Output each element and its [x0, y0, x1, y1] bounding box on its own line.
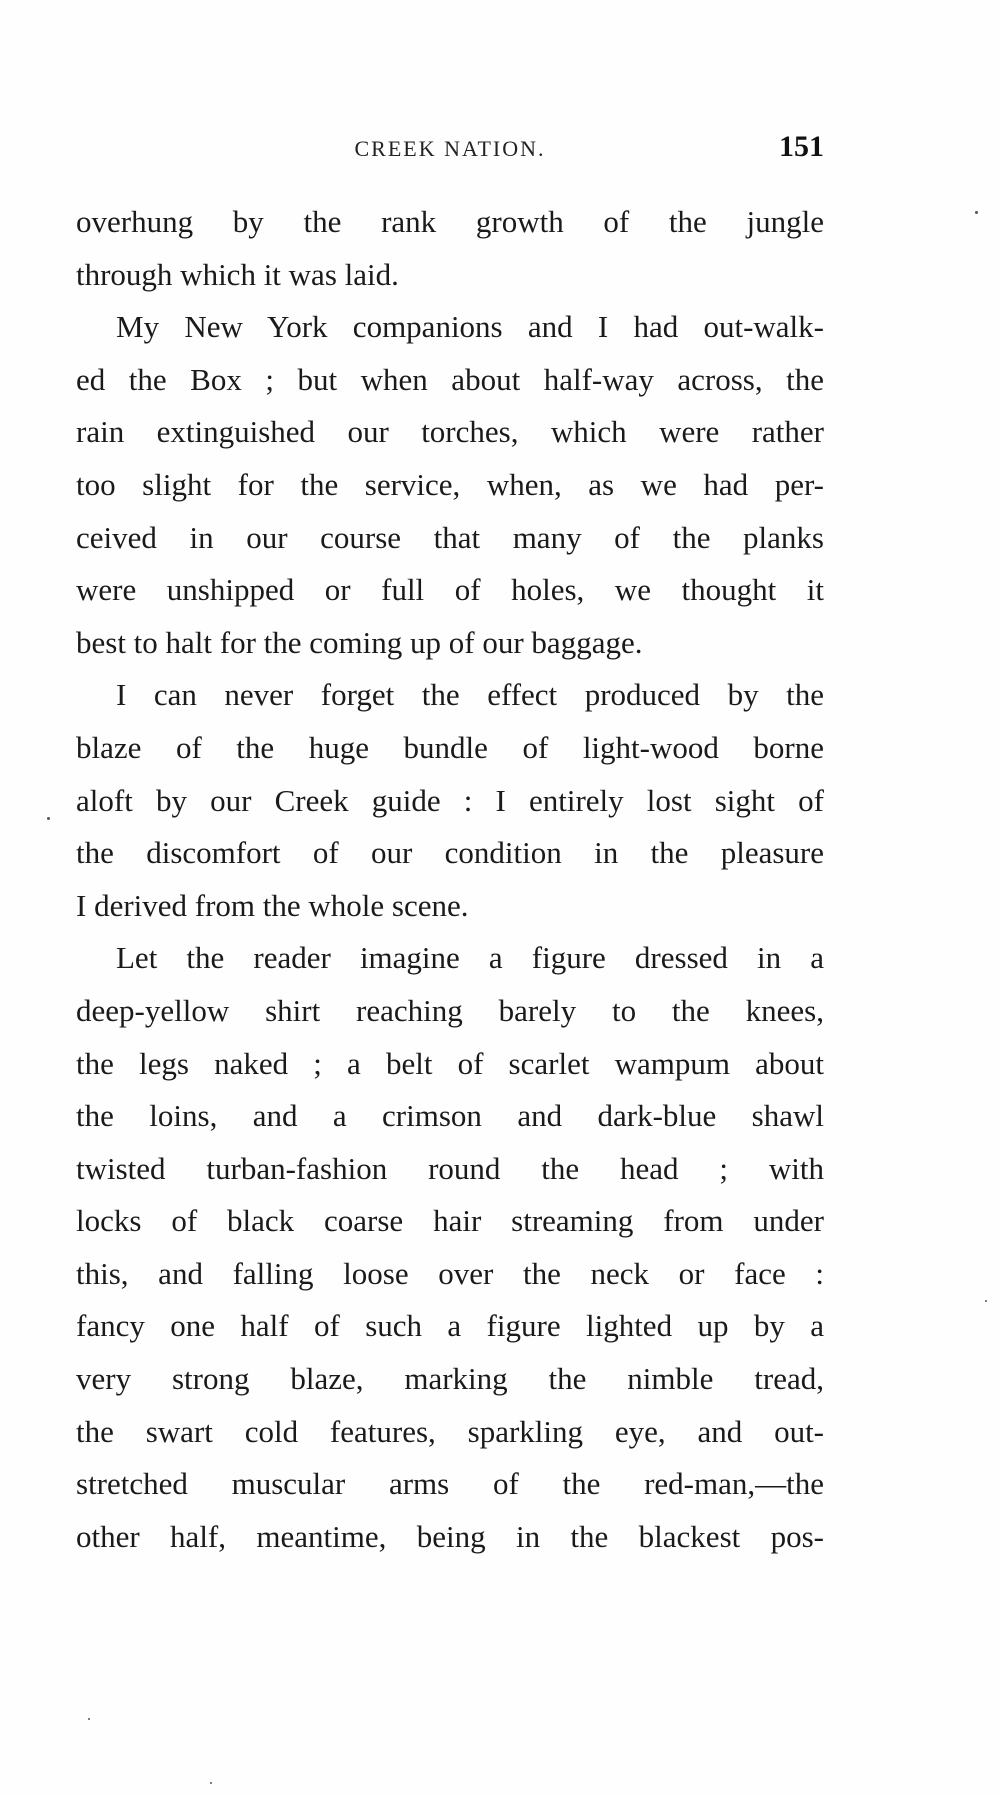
page-number: 151 [779, 130, 824, 163]
text-line: ceived in our course that many of the planks [76, 519, 824, 555]
text-line: ed the Box ; but when about half-way across, the [76, 361, 824, 397]
text-line: deep-yellow shirt reaching barely to the knees, [76, 992, 824, 1028]
text-line: very strong blaze, marking the nimble tread, [76, 1361, 824, 1397]
text-line: rain extinguished our torches, which were rather [76, 414, 824, 450]
text-line: through which it was laid. [76, 256, 399, 292]
running-title: CREEK NATION. [354, 136, 546, 161]
text-line: stretched muscular arms of the red-man,—the [76, 1466, 824, 1502]
text-line: were unshipped or full of holes, we thought it [76, 572, 824, 608]
text-line: the discomfort of our condition in the pleasure [76, 835, 824, 871]
paper-speck [88, 1718, 90, 1720]
body-text [76, 196, 824, 1563]
text-line: I derived from the whole scene. [76, 887, 469, 923]
text-line: this, and falling loose over the neck or face : [76, 1255, 824, 1291]
text-line: blaze of the huge bundle of light-wood borne [76, 729, 824, 765]
text-line: the legs naked ; a belt of scarlet wampum about [76, 1045, 824, 1081]
text-line: overhung by the rank growth of the jungle [76, 204, 824, 239]
text-line: locks of black coarse hair streaming from under [76, 1203, 824, 1239]
text-line: aloft by our Creek guide : I entirely lost sight of [76, 782, 824, 818]
text-line: My New York companions and I had out-walk- [116, 309, 824, 345]
text-line: best to halt for the coming up of our baggage. [76, 624, 643, 660]
text-line: too slight for the service, when, as we had per- [76, 466, 824, 502]
text-line: twisted turban-fashion round the head ; with [76, 1150, 824, 1186]
text-line: fancy one half of such a figure lighted up by a [76, 1308, 824, 1344]
text-line: Let the reader imagine a figure dressed in a [116, 940, 824, 976]
text-line: other half, meantime, being in the blackest pos- [76, 1518, 824, 1554]
paper-speck [47, 817, 50, 820]
text-line: the loins, and a crimson and dark-blue shawl [76, 1098, 824, 1134]
text-line: I can never forget the effect produced by the [116, 677, 824, 713]
running-head [76, 130, 824, 170]
text-line: the swart cold features, sparkling eye, and out- [76, 1413, 824, 1449]
paper-speck [210, 1782, 212, 1784]
paper-speck [975, 211, 978, 214]
paper-speck [985, 1300, 987, 1302]
